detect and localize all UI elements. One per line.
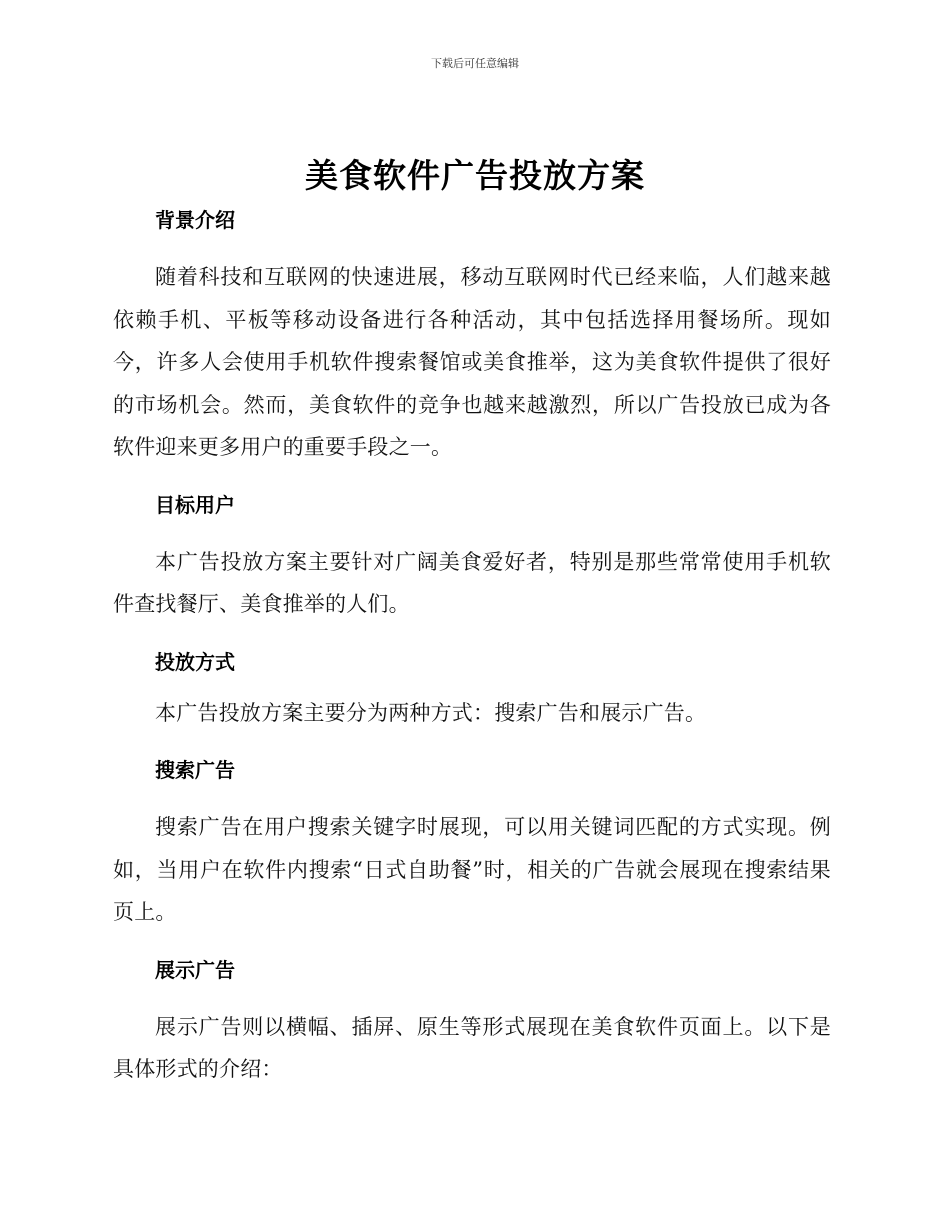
section-paragraph-display-ads: 展示广告则以横幅、插屏、原生等形式展现在美食软件页面上。以下是具体形式的介绍： <box>113 1014 831 1081</box>
document-body <box>113 198 831 1091</box>
document-title: 美食软件广告投放方案 <box>305 156 645 195</box>
section-heading-target-users: 目标用户 <box>155 492 235 517</box>
section-paragraph-background: 随着科技和互联网的快速进展，移动互联网时代已经来临，人们越来越依赖手机、平板等移动设备进行各种活动，其中包括选择用餐场所。现如今，许多人会使用手机软件搜索餐馆或美食推举，这为美食软件提供了很好的市场机会。然而，美食软件的竞争也越来越激烈，所以广告投放已成为各软件迎来更多用户的重要手段之一。 <box>113 265 831 459</box>
section-heading-display-ads: 展示广告 <box>155 957 235 982</box>
section-paragraph-search-ads: 搜索广告在用户搜索关键字时展现，可以用关键词匹配的方式实现。例如，当用户在软件内搜索“日式自助餐”时，相关的广告就会展现在搜索结果页上。 <box>113 815 831 924</box>
header-note: 下载后可任意编辑 <box>431 57 519 70</box>
section-heading-delivery-method: 投放方式 <box>155 649 235 674</box>
section-heading-search-ads: 搜索广告 <box>155 758 235 782</box>
section-paragraph-delivery-method: 本广告投放方案主要分为两种方式：搜索广告和展示广告。 <box>155 700 707 725</box>
section-paragraph-target-users: 本广告投放方案主要针对广阔美食爱好者，特别是那些常常使用手机软件查找餐厅、美食推举的人们。 <box>113 549 831 616</box>
section-heading-background: 背景介绍 <box>155 208 235 232</box>
